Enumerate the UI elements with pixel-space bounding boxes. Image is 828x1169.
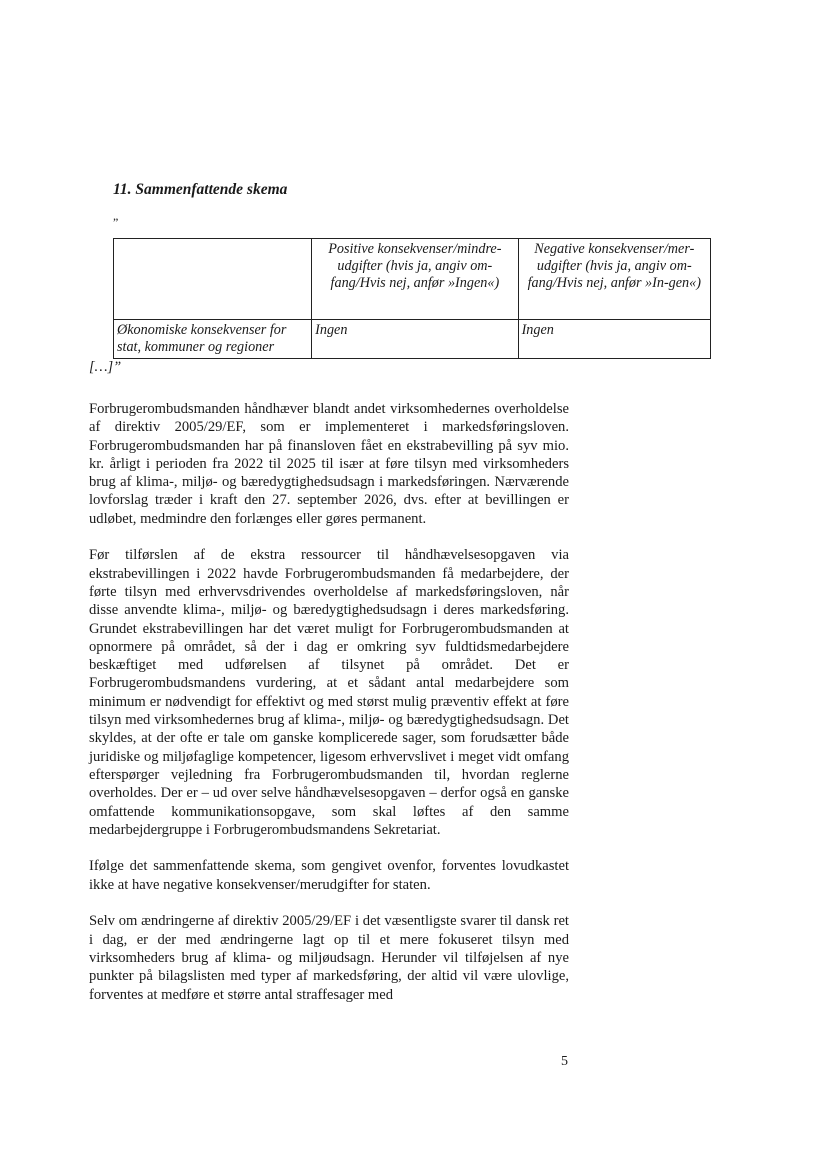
- opening-quote-mark: ”: [113, 215, 119, 229]
- body-text: [89, 400, 569, 1022]
- table-header-row: [114, 239, 711, 320]
- table-row-label: Økonomiske konsekvenser for stat, kommuner og regioner: [114, 320, 312, 359]
- table-header-negative: Negative konsekvenser/mer-udgifter (hvis ja, angiv om-fang/Hvis nej, anfør »In-gen«): [518, 239, 710, 320]
- closing-ellipsis-quote: […]”: [89, 359, 122, 375]
- table-cell-negative: Ingen: [518, 320, 710, 359]
- page-number: 5: [561, 1054, 568, 1069]
- table-row: [114, 320, 711, 359]
- summary-table: [113, 238, 711, 359]
- paragraph: Selv om ændringerne af direktiv 2005/29/EF i det væsentligste svarer til dansk ret i dag, er der med ændringerne lagt op til et mere fokuseret tilsyn med virksomheders brug af klima- og miljøudsagn. Herunder vil tilføjelsen af nye punkter på bilagslisten med typer af markedsføring, der altid vil være ulovlige, forventes at medføre et større antal straffesager med: [89, 913, 569, 1003]
- table-header-empty: [114, 239, 312, 320]
- paragraph: Forbrugerombudsmanden håndhæver blandt andet virksomhedernes overholdelse af direktiv 2005/29/EF, som er implementeret i markedsføringsloven. Forbrugerombudsmanden har på finansloven fået en ekstrabevilling på syv mio. kr. årligt i perioden fra 2022 til 2025 til især at føre tilsyn med virksomheders brug af klima-, miljø- og bæredygtighedsudsagn i markedsføringen. Nærværende lovforslag træder i kraft den 27. september 2026, dvs. efter at bevillingen er udløbet, medmindre den forlænges eller gøres permanent.: [89, 401, 569, 527]
- paragraph: Før tilførslen af de ekstra ressourcer til håndhævelsesopgaven via ekstrabevillingen i 2022 havde Forbrugerombudsmanden få medarbejdere, der førte tilsyn med erhvervsdrivendes overholdelse af markedsføringsloven, når disse anvendte klima-, miljø- og bæredygtighedsudsagn i deres markedsføring. Grundet ekstrabevillingen har det været muligt for Forbrugerombudsmanden at opnormere på området, så der i dag er omkring syv fuldtidsmedarbejdere beskæftiget med udførelsen af tilsynet på området. Det er Forbrugerombudsmandens vurdering, at et sådant antal medarbejdere som minimum er nødvendigt for effektivt og med størst mulig præventiv effekt at føre tilsyn med virksomhedernes brug af klima-, miljø- og bæredygtighedsudsagn. Det skyldes, at der ofte er tale om ganske komplicerede sager, som forudsætter både juridiske og miljøfaglige kompetencer, ligesom erhvervslivet i meget vidt omfang efterspørger vejledning fra Forbrugerombudsmanden til, hvordan reglerne overholdes. Der er – ud over selve håndhævelsesopgaven – derfor også en ganske omfattende kommunikationsopgave, som skal løftes af den samme medarbejdergruppe i Forbrugerombudsmandens Sekretariat.: [89, 547, 569, 838]
- paragraph: Ifølge det sammenfattende skema, som gengivet ovenfor, forventes lovudkastet ikke at have negative konsekvenser/merudgifter for staten.: [89, 858, 569, 893]
- table-header-positive: Positive konsekvenser/mindre-udgifter (hvis ja, angiv om-fang/Hvis nej, anfør »Ingen«): [312, 239, 518, 320]
- table-cell-positive: Ingen: [312, 320, 518, 359]
- section-heading: 11. Sammenfattende skema: [113, 181, 288, 198]
